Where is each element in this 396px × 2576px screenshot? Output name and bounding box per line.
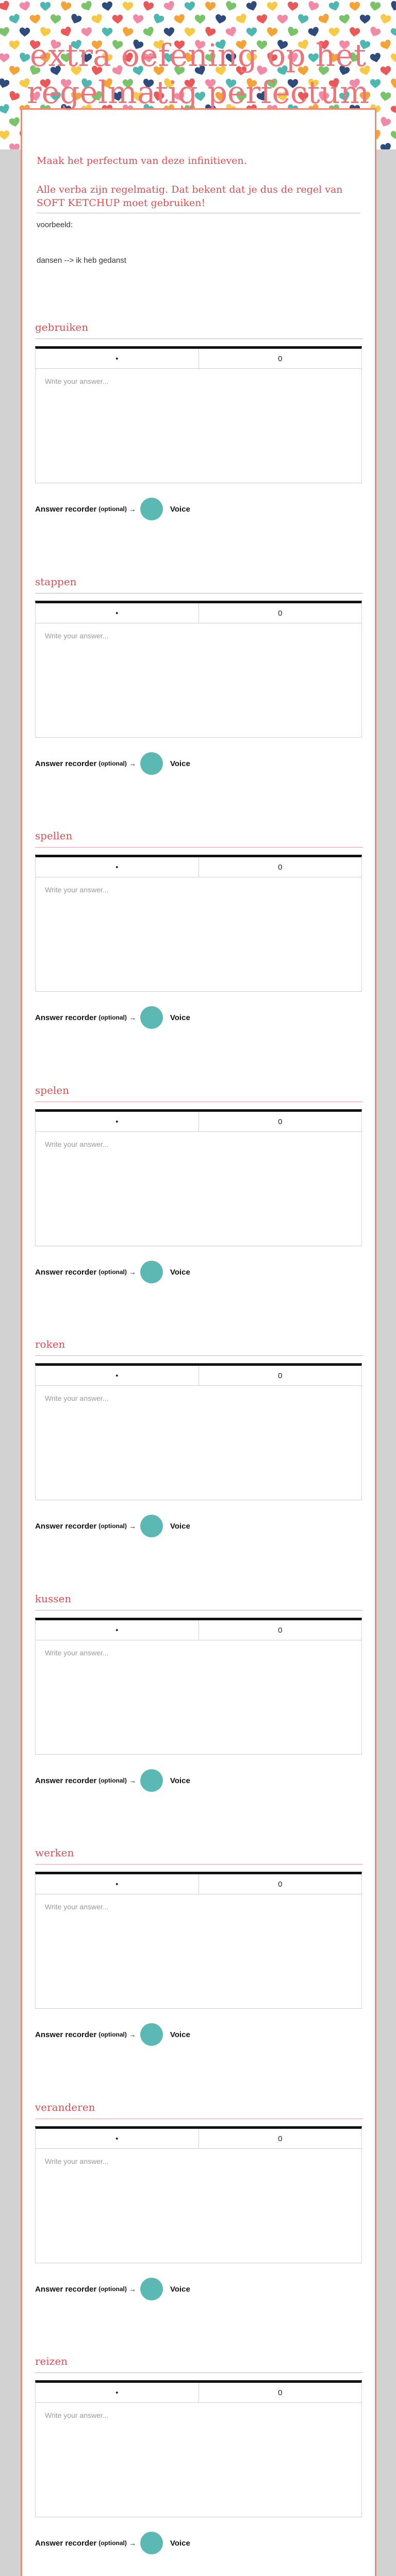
question-divider	[35, 1610, 363, 1611]
instruction-line-1: Maak het perfectum van deze infinitieven.	[37, 155, 247, 166]
grid-header-left: •	[36, 2129, 199, 2148]
recorder-optional: (optional)	[98, 2285, 127, 2293]
answer-recorder	[35, 1515, 363, 1537]
heart-icon	[163, 27, 175, 37]
heart-icon	[152, 13, 165, 25]
question-title: veranderen	[35, 2101, 95, 2113]
question-title: reizen	[35, 2355, 68, 2367]
heart-icon	[214, 14, 227, 25]
answer-grid	[35, 855, 362, 877]
grid-header-row	[36, 603, 361, 623]
answer-grid	[35, 1872, 362, 1894]
question-section-kussen	[35, 1592, 363, 1792]
heart-icon	[9, 117, 21, 128]
heart-icon	[59, 1, 72, 12]
recorder-optional: (optional)	[98, 1777, 127, 1784]
grid-header-left: •	[36, 1620, 199, 1640]
question-title: werken	[35, 1846, 74, 1859]
voice-record-button[interactable]	[140, 2023, 163, 2046]
arrow-right-icon: →	[128, 2285, 136, 2293]
answer-grid	[35, 2126, 362, 2149]
example-label: voorbeeld:	[37, 221, 73, 229]
arrow-right-icon: →	[128, 759, 136, 768]
answer-recorder	[35, 498, 363, 520]
heart-icon	[246, 27, 257, 37]
question-divider	[35, 847, 363, 848]
worksheet-card	[21, 108, 376, 2576]
grid-header-left: •	[36, 857, 199, 877]
example-text: dansen --> ik heb gedanst	[37, 256, 126, 265]
arrow-right-icon: →	[128, 505, 136, 513]
heart-icon	[390, 26, 396, 38]
grid-header-left: •	[36, 1366, 199, 1385]
heart-icon	[368, 26, 382, 38]
grid-header-row	[36, 2129, 361, 2148]
grid-header-left: •	[36, 603, 199, 623]
answer-input[interactable]: Write your answer...	[35, 1894, 362, 2009]
grid-header-left: •	[36, 1112, 199, 1131]
voice-label: Voice	[170, 504, 190, 514]
arrow-right-icon: →	[128, 1013, 136, 1022]
question-title: roken	[35, 1338, 65, 1350]
heart-icon	[174, 13, 186, 25]
recorder-label: Answer recorder	[35, 2030, 97, 2039]
voice-record-button[interactable]	[140, 752, 163, 775]
heart-icon	[163, 0, 176, 12]
answer-input[interactable]: Write your answer...	[35, 877, 362, 992]
question-section-veranderen	[35, 2101, 363, 2300]
question-title: kussen	[35, 1592, 72, 1605]
grid-header-right: 0	[278, 2388, 283, 2397]
voice-record-button[interactable]	[140, 2278, 163, 2300]
answer-recorder	[35, 752, 363, 775]
heart-icon	[70, 13, 82, 25]
voice-label: Voice	[170, 1521, 190, 1531]
grid-header-row	[36, 1620, 361, 1640]
heart-icon	[224, 1, 237, 12]
grid-header-row	[36, 349, 361, 368]
answer-input[interactable]: Write your answer...	[35, 1386, 362, 1500]
question-title: gebruiken	[35, 321, 89, 333]
grid-header-row	[36, 2383, 361, 2402]
heart-icon	[296, 13, 309, 25]
grid-header-left: •	[36, 2383, 199, 2402]
heart-icon	[102, 27, 113, 37]
heart-icon	[390, 130, 396, 140]
grid-header-right: 0	[278, 1879, 283, 1889]
answer-recorder	[35, 2023, 363, 2046]
voice-record-button[interactable]	[140, 1515, 163, 1537]
question-title: spelen	[35, 1084, 70, 1096]
question-divider	[35, 2372, 363, 2373]
heart-icon	[91, 13, 103, 25]
answer-recorder	[35, 1006, 363, 1029]
question-title: stappen	[35, 575, 77, 588]
question-title: spellen	[35, 829, 73, 842]
grid-header-right: 0	[278, 354, 283, 363]
recorder-label: Answer recorder	[35, 1521, 97, 1531]
question-section-spellen	[35, 829, 363, 1029]
answer-grid	[35, 1363, 362, 1386]
heart-icon	[29, 14, 41, 24]
heart-icon	[132, 14, 144, 25]
question-divider	[35, 593, 363, 594]
answer-recorder	[35, 1261, 363, 1283]
answer-input[interactable]: Write your answer...	[35, 1132, 362, 1246]
instruction-line-2: Alle verba zijn regelmatig. Dat bekent dat je dus de regel van SOFT KETCHUP moet gebruiken!	[37, 184, 343, 209]
heart-icon	[286, 26, 299, 38]
heart-icon	[142, 26, 155, 38]
heart-icon	[184, 27, 195, 38]
voice-record-button[interactable]	[140, 1261, 163, 1283]
recorder-optional: (optional)	[98, 1522, 127, 1530]
heart-icon	[225, 26, 238, 38]
heart-icon	[339, 14, 351, 25]
question-section-gebruiken	[35, 321, 363, 520]
answer-grid	[35, 2380, 362, 2403]
voice-record-button[interactable]	[140, 498, 163, 520]
heart-icon	[267, 2, 278, 12]
grid-header-row	[36, 857, 361, 877]
recorder-optional: (optional)	[98, 1014, 127, 1021]
heart-icon	[0, 130, 10, 140]
grid-header-right: 0	[278, 1117, 283, 1126]
grid-header-right: 0	[278, 2134, 283, 2143]
voice-record-button[interactable]	[140, 1769, 163, 1792]
heart-icon	[349, 2, 360, 11]
grid-header-right: 0	[278, 1625, 283, 1635]
heart-icon	[0, 27, 10, 38]
heart-icon	[277, 14, 288, 24]
question-divider	[35, 338, 363, 339]
recorder-optional: (optional)	[98, 1268, 127, 1276]
heart-icon	[328, 1, 341, 12]
heart-icon	[307, 0, 320, 12]
heart-icon	[266, 27, 278, 37]
grid-header-row	[36, 1874, 361, 1894]
recorder-label: Answer recorder	[35, 1776, 97, 1785]
heart-icon	[184, 1, 196, 11]
grid-header-row	[36, 1366, 361, 1385]
page-title: extra oefening op het regelmatig perfectum	[26, 38, 370, 111]
heart-icon	[389, 0, 396, 12]
heart-icon	[307, 26, 320, 38]
recorder-label: Answer recorder	[35, 759, 97, 768]
heart-icon	[0, 0, 11, 12]
instructions	[22, 110, 375, 265]
heart-icon	[60, 26, 73, 38]
grid-header-right: 0	[278, 1371, 283, 1380]
heart-icon	[40, 2, 51, 11]
heart-icon	[287, 1, 299, 11]
voice-label: Voice	[170, 2538, 190, 2548]
answer-input[interactable]: Write your answer...	[35, 2403, 362, 2517]
heart-icon	[204, 26, 217, 38]
question-divider	[35, 1864, 363, 1865]
heart-icon	[378, 116, 391, 128]
grid-header-row	[36, 1112, 361, 1131]
heart-icon	[359, 14, 370, 24]
answer-grid	[35, 346, 362, 369]
voice-record-button[interactable]	[140, 1006, 163, 1029]
heart-icon	[369, 1, 381, 11]
answer-grid	[35, 1109, 362, 1132]
question-section-roken	[35, 1338, 363, 1537]
question-section-werken	[35, 1846, 363, 2046]
heart-icon	[256, 14, 269, 25]
heart-icon	[80, 0, 94, 12]
arrow-right-icon: →	[128, 2539, 136, 2547]
recorder-optional: (optional)	[98, 505, 127, 513]
heart-icon	[245, 1, 258, 12]
heart-icon	[19, 27, 30, 37]
answer-input[interactable]: Write your answer...	[35, 369, 362, 483]
heart-icon	[81, 27, 93, 37]
heart-icon	[328, 27, 339, 37]
question-section-reizen	[35, 2355, 363, 2554]
arrow-right-icon: →	[128, 2030, 136, 2039]
heart-icon	[349, 27, 360, 38]
recorder-label: Answer recorder	[35, 2538, 97, 2548]
heart-icon	[195, 14, 206, 24]
answer-grid	[35, 1618, 362, 1640]
heart-icon	[39, 26, 51, 38]
recorder-label: Answer recorder	[35, 1013, 97, 1022]
voice-label: Voice	[170, 2284, 190, 2294]
heart-icon	[19, 1, 31, 12]
voice-label: Voice	[170, 2030, 190, 2039]
answer-grid	[35, 601, 362, 623]
voice-label: Voice	[170, 1776, 190, 1785]
heart-icon	[102, 1, 113, 12]
recorder-label: Answer recorder	[35, 504, 97, 514]
heart-icon	[318, 13, 331, 25]
recorder-optional: (optional)	[98, 2031, 127, 2038]
answer-input[interactable]: Write your answer...	[35, 623, 362, 738]
question-divider	[35, 1101, 363, 1102]
answer-input[interactable]: Write your answer...	[35, 2149, 362, 2263]
recorder-optional: (optional)	[98, 760, 127, 767]
answer-input[interactable]: Write your answer...	[35, 1640, 362, 1755]
heart-icon	[379, 13, 391, 25]
grid-header-left: •	[36, 1874, 199, 1894]
voice-label: Voice	[170, 1267, 190, 1277]
answer-recorder	[35, 1769, 363, 1792]
arrow-right-icon: →	[128, 1268, 136, 1276]
recorder-label: Answer recorder	[35, 1267, 97, 1277]
recorder-label: Answer recorder	[35, 2284, 97, 2294]
heart-icon	[205, 2, 216, 11]
grid-header-right: 0	[278, 862, 283, 872]
question-section-spelen	[35, 1084, 363, 1283]
answer-recorder	[35, 2278, 363, 2300]
heart-icon	[112, 14, 123, 24]
arrow-right-icon: →	[128, 1776, 136, 1785]
heart-icon	[142, 1, 154, 12]
heart-icon	[8, 13, 21, 25]
question-divider	[35, 1355, 363, 1356]
heart-icon	[121, 26, 134, 38]
voice-label: Voice	[170, 1013, 190, 1022]
heart-icon	[9, 143, 20, 149]
heart-icon	[380, 142, 392, 149]
voice-record-button[interactable]	[140, 2532, 163, 2554]
arrow-right-icon: →	[128, 1522, 136, 1530]
heart-icon	[50, 14, 61, 24]
voice-label: Voice	[170, 759, 190, 768]
heart-icon	[122, 2, 133, 11]
heart-icon	[235, 13, 249, 25]
grid-header-right: 0	[278, 608, 283, 618]
answer-recorder	[35, 2532, 363, 2554]
grid-header-left: •	[36, 349, 199, 368]
question-section-stappen	[35, 575, 363, 775]
recorder-optional: (optional)	[98, 2539, 127, 2547]
